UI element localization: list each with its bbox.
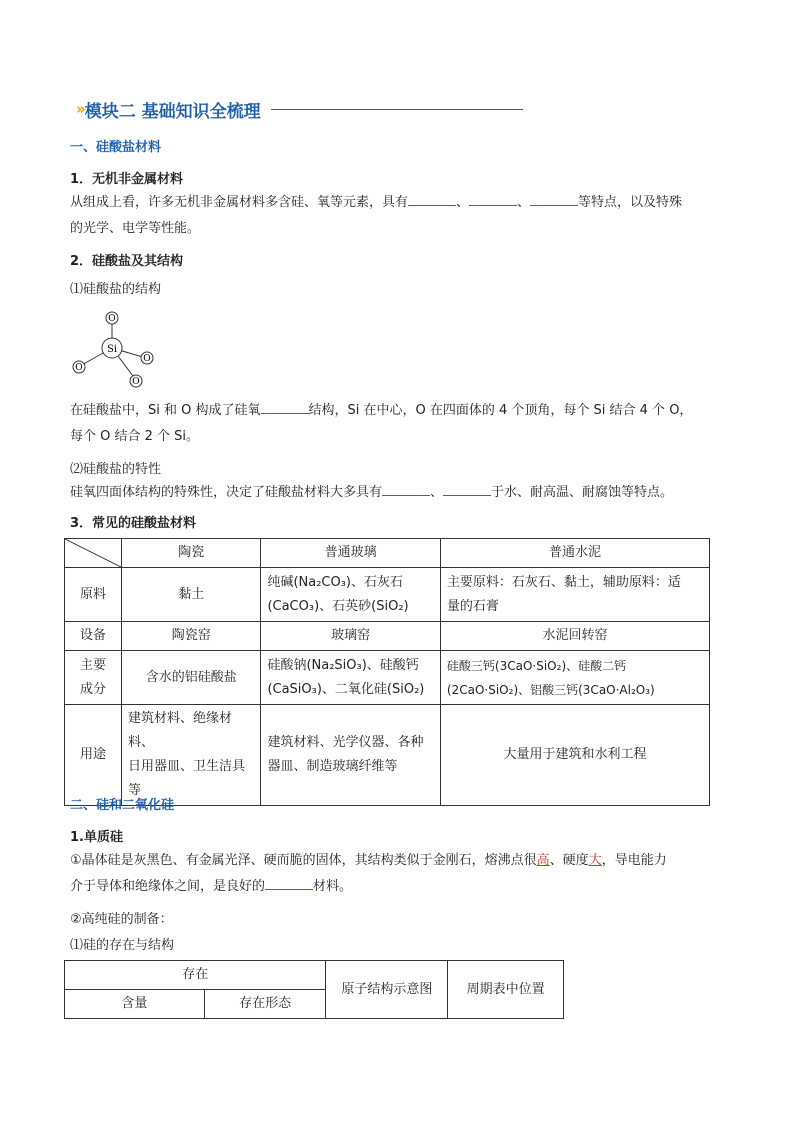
cell-line: 硅酸三钙(3CaO·SiO₂)、硅酸二钙 [446, 658, 627, 673]
header-period-position: 周期表中位置 [448, 961, 564, 1019]
section-2-title: 二、硅和二氧化硅 [70, 798, 175, 813]
table-cell: 黏土 [122, 568, 261, 622]
text: 、 [430, 485, 444, 500]
heading-1-1: 1．无机非金属材料 [70, 172, 184, 187]
header-atomic-diagram: 原子结构示意图 [326, 961, 448, 1019]
table-cell: 玻璃窑 [261, 622, 440, 651]
paragraph-1-2 [70, 398, 730, 450]
cell-line: 主要原料：石灰石、黏土，辅助原料：适 [446, 574, 681, 590]
table-header-row [65, 539, 710, 568]
cell-line: 量的石膏 [446, 598, 499, 614]
cell-line: 建筑材料、光学仪器、各种 [267, 735, 424, 750]
text: 等特点，以及特殊 [578, 195, 683, 210]
o-atom-label: O [75, 363, 83, 373]
table-cell [440, 568, 709, 622]
cell-line: 器皿、制造玻璃纤维等 [267, 759, 398, 774]
answer-blank[interactable] [469, 193, 517, 206]
text: 、硬度 [549, 853, 589, 868]
silicate-materials-table [64, 538, 710, 806]
highlight-text: 大 [588, 853, 602, 868]
text: 每个 O 结合 2 个 Si。 [70, 429, 200, 444]
text: 硅氧四面体结构的特殊性，决定了硅酸盐材料大多具有 [70, 485, 383, 500]
text: 于水、耐高温、耐腐蚀等特点。 [491, 485, 674, 500]
cell-line: 主要 [79, 657, 106, 673]
text: 结构，Si 在中心，O 在四面体的 4 个顶角，每个 Si 结合 4 个 O， [308, 403, 693, 418]
row-label: 原料 [65, 568, 122, 622]
o-atom-label: O [143, 354, 151, 364]
cell-line: (CaSiO₃)、二氧化硅(SiO₂) [267, 681, 425, 697]
text: 、 [517, 195, 531, 210]
text: 介于导体和绝缘体之间，是良好的 [70, 879, 266, 894]
row-label: 设备 [65, 622, 122, 651]
table-row [65, 622, 710, 651]
o-atom-label: O [132, 377, 140, 387]
double-chevron-icon: » [76, 100, 82, 118]
table-cell: 含水的铝硅酸盐 [122, 651, 261, 705]
subheading-structure: ⑴硅酸盐的结构 [70, 282, 162, 297]
text: 材料。 [313, 879, 353, 894]
answer-blank[interactable] [408, 193, 456, 206]
cell-line: 硅酸钠(Na₂SiO₃)、硅酸钙 [267, 657, 419, 673]
table-row [65, 651, 710, 705]
section-1-title: 一、硅酸盐材料 [70, 140, 162, 155]
cell-line: 成分 [79, 681, 106, 697]
subheading-existence: ⑴硅的存在与结构 [70, 938, 175, 953]
table-row [65, 568, 710, 622]
paragraph-1-2b [70, 480, 730, 506]
module-title: 模块二 基础知识全梳理 [84, 101, 261, 122]
silicon-existence-table [64, 960, 564, 1019]
highlight-text: 高 [536, 853, 550, 868]
header-ceramics: 陶瓷 [122, 539, 261, 568]
table-header-row [65, 961, 564, 990]
heading-1-3: 3．常见的硅酸盐材料 [70, 516, 197, 531]
answer-blank[interactable] [530, 193, 578, 206]
cell-line: (2CaO·SiO₂)、铝酸三钙(3CaO·Al₂O₃) [446, 682, 655, 697]
table-cell: 陶瓷窑 [122, 622, 261, 651]
text: 从组成上看，许多无机非金属材料多含硅、氧等元素，具有 [70, 195, 409, 210]
diagonal-header-cell [65, 539, 122, 568]
text: 在硅酸盐中，Si 和 O 构成了硅氧 [70, 403, 261, 418]
table-cell [261, 705, 440, 806]
title-rule [271, 109, 523, 110]
cell-line: 日用器皿、卫生洁具 [128, 759, 246, 774]
module-heading [76, 96, 523, 122]
cell-line: 建筑材料、绝缘材料、 [128, 711, 233, 750]
text: 、 [456, 195, 470, 210]
table-cell: 水泥回转窑 [440, 622, 709, 651]
heading-2-1: 1.单质硅 [70, 830, 123, 845]
subheading-property: ⑵硅酸盐的特性 [70, 462, 162, 477]
header-cement: 普通水泥 [440, 539, 709, 568]
row-label: 用途 [65, 705, 122, 806]
text: ，导电能力 [601, 853, 667, 868]
paragraph-2-1 [70, 848, 730, 900]
text: 的光学、电学等性能。 [70, 221, 201, 236]
header-glass: 普通玻璃 [261, 539, 440, 568]
answer-blank[interactable] [265, 877, 313, 890]
paragraph-2-1b: ②高纯硅的制备： [70, 912, 173, 927]
si-atom-label: Si [106, 344, 118, 355]
header-content: 含量 [65, 990, 205, 1019]
cell-line: (CaCO₃)、石英砂(SiO₂) [267, 598, 409, 614]
table-row [65, 705, 710, 806]
row-label [65, 651, 122, 705]
table-cell [261, 568, 440, 622]
cell-line: 纯碱(Na₂CO₃)、石灰石 [267, 574, 404, 590]
answer-blank[interactable] [382, 483, 430, 496]
table-cell [261, 651, 440, 705]
table-cell: 大量用于建筑和水利工程 [440, 705, 709, 806]
paragraph-1-1 [70, 190, 730, 242]
text: ①晶体硅是灰黑色、有金属光泽、硬而脆的固体，其结构类似于金刚石，熔沸点很 [70, 853, 537, 868]
answer-blank[interactable] [261, 401, 309, 414]
heading-1-2: 2．硅酸盐及其结构 [70, 254, 184, 269]
table-cell [440, 651, 709, 705]
silicate-tetrahedron-diagram [68, 308, 168, 392]
answer-blank[interactable] [443, 483, 491, 496]
cell-line: 等 [128, 783, 142, 798]
o-atom-label: O [108, 314, 116, 324]
table-cell [122, 705, 261, 806]
header-form: 存在形态 [204, 990, 326, 1019]
header-existence: 存在 [65, 961, 326, 990]
